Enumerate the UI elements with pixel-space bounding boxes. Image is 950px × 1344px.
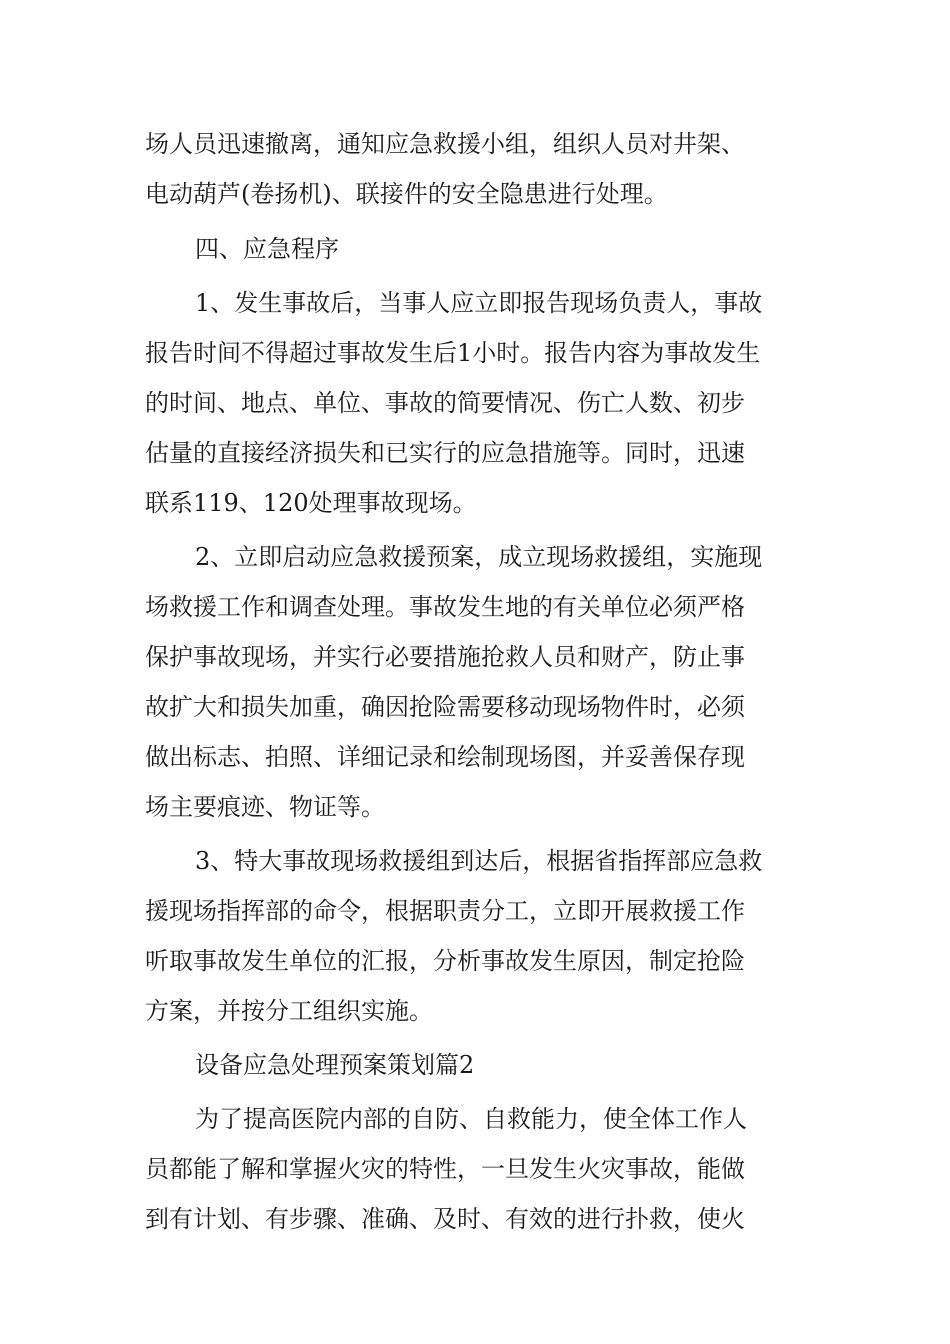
body-text-line: 报告时间不得超过事故发生后1小时。报告内容为事故发生: [145, 339, 761, 367]
body-text-line: 3、特大事故现场救援组到达后，根据省指挥部应急救: [195, 847, 763, 875]
body-text-line: 的时间、地点、单位、事故的简要情况、伤亡人数、初步: [145, 389, 745, 417]
body-text-line: 故扩大和损失加重，确因抢险需要移动现场物件时，必须: [145, 693, 745, 721]
section-heading: 设备应急处理预案策划篇2: [195, 1051, 475, 1079]
body-text-line: 场人员迅速撤离，通知应急救援小组，组织人员对井架、: [145, 130, 745, 158]
body-text-line: 到有计划、有步骤、准确、及时、有效的进行扑救，使火: [145, 1205, 745, 1233]
body-text-line: 援现场指挥部的命令，根据职责分工，立即开展救援工作: [145, 897, 745, 925]
body-text-line: 估量的直接经济损失和已实行的应急措施等。同时，迅速: [145, 439, 745, 467]
body-text-line: 场主要痕迹、物证等。: [145, 793, 385, 821]
body-text-line: 方案，并按分工组织实施。: [145, 997, 433, 1025]
body-text-line: 员都能了解和掌握火灾的特性，一旦发生火灾事故，能做: [145, 1155, 745, 1183]
body-text-line: 联系119、120处理事故现场。: [145, 489, 477, 517]
body-text-line: 1、发生事故后，当事人应立即报告现场负责人，事故: [195, 289, 763, 317]
body-text-line: 为了提高医院内部的自防、自救能力，使全体工作人: [195, 1105, 747, 1133]
section-heading: 四、应急程序: [195, 235, 339, 263]
body-text-line: 听取事故发生单位的汇报，分析事故发生原因，制定抢险: [145, 947, 745, 975]
body-text-line: 场救援工作和调查处理。事故发生地的有关单位必须严格: [145, 593, 745, 621]
body-text-line: 保护事故现场，并实行必要措施抢救人员和财产，防止事: [145, 643, 745, 671]
body-text-line: 做出标志、拍照、详细记录和绘制现场图，并妥善保存现: [145, 743, 745, 771]
body-text-line: 2、立即启动应急救援预案，成立现场救援组，实施现: [195, 543, 763, 571]
body-text-line: 电动葫芦(卷扬机)、联接件的安全隐患进行处理。: [145, 180, 668, 208]
